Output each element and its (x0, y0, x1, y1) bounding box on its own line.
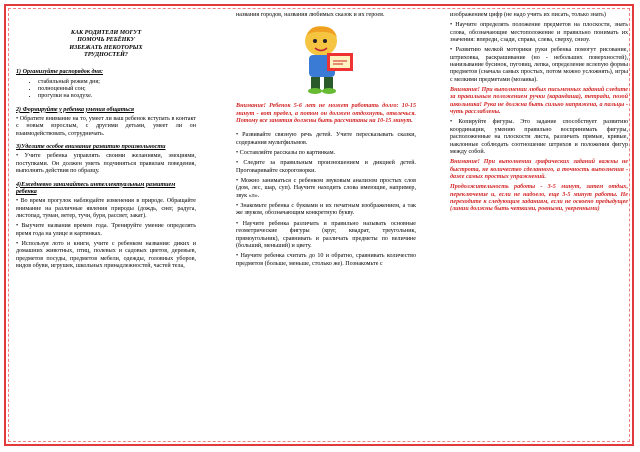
paragraph: • Во время прогулок наблюдайте изменения в природе. Обращайте внимание на различные явления природы (дождь, снег, радуга, листопад, туман, ветер, тучи, буря, рассвет, закат). (16, 198, 196, 219)
list-item: • прогулки на воздухе. (38, 93, 196, 100)
boy-with-book-icon (291, 23, 361, 95)
list-item: • Следите за правильным произношением и дикцией детей. Проговаривайте скороговорки. (236, 160, 416, 174)
list-item: • стабильный режим дня; (38, 79, 196, 86)
paragraph: • Учите ребенка управлять своими желаниями, эмоциями, поступками. Он должен уметь подчиняться правилам поведения, выполнять действия по образцу. (16, 153, 196, 175)
section-heading: 1) Организуйте распорядок дня: (16, 69, 104, 76)
list-item: • Копируйте фигуры. Это задание способствует развитию координации, умению правильно воспринимать фигуры, расположенные на плоскости листа, различать прямые, кривые, наклонные соблюдать соотношение штрихов и положения фигур между собой. (450, 119, 628, 155)
list-item: • полноценный сон; (38, 86, 196, 93)
warning-text: Внимание! Ребенок 5-6 лет не может работать долго: 10-15 минут - вот предел, а потом он должен отдохнуть, отвлечься. Потому все занятия должны быть рассчитаны на 10-15 минут. (236, 103, 416, 125)
column-1 (16, 12, 196, 273)
section-heading: 3)Уделите особое внимание развитию произвольности (16, 144, 166, 151)
list-item: • Составляйте рассказы по картинкам. (236, 150, 336, 157)
list-item: • Можно заниматься с ребенком звуковым анализом простых слов (дом, лес, шар, суп). Научите находить слова имеющие, например, звук «л». (236, 178, 416, 199)
list-item: • Развитию мелкой моторики руки ребенка помогут рисование, штриховка, раскрашивание (но - небольших поверхностей), нанизывание бусинок, пуговиц, лепка, определение вслепую формы предметов (сначала самых простых, потом можно усложнять), игры с мелкими предметами (мозаика). (450, 47, 628, 83)
section-heading: 2) Формируйте у ребенка умения общаться (16, 106, 135, 113)
paragraph: • Используя лото и книги, учите с ребенком названия: диких и домашних животных, птиц, полевых и садовых цветов, деревьев, предметов посуды, предметов мебели, одежды, головных уборов, видов обуви, игрушек, школьных принадлежностей, частей тела, (16, 240, 196, 269)
list-item: • Научите определять положение предметов на плоскости, знать слова, обозначающие местоположение и правильно понимать их значения: впереди, сзади, справа, слева, сверху, снизу. (450, 22, 628, 44)
paragraph: названия городов, названия любимых сказок и их героев. (236, 12, 385, 18)
warning-text: Внимание! При выполнении любых письменных заданий следите за правильным положением ручки (карандаша), тетради, позой школьника! Рука не должна быть сильно напряжена, а пальцы - чуть расслаблены. (450, 87, 628, 116)
list-item: • Научите ребенка считать до 10 и обратно, сравнивать количество предметов (больше, меньше, столько же). Познакомьте с (236, 253, 416, 267)
routine-list (16, 79, 196, 101)
paragraph: • Обратите внимание на то, умеет ли ваш ребенок вступать в контакт с новым взрослым, с другими детьми, умеет ли он взаимодействовать, сотрудничать. (16, 116, 196, 137)
list-item: • Развивайте связную речь детей. Учите пересказывать сказки, содержания мультфильмов. (236, 132, 416, 146)
warning-text: Внимание! При выполнении графических заданий важны не быстрота, не количество сделанного, а точность выполнения - даже самых простых упражнений. (450, 159, 628, 180)
paragraph: • Выучите названия времен года. Тренируйте умение определять время года на улице и картинках. (16, 223, 196, 237)
list-item: • Знакомьте ребенка с буквами и их печатным изображением, а так же звуком, обозначающим конкретную букву. (236, 203, 416, 217)
paragraph: изображением цифр (не надо учить их писать, только знать) (450, 12, 606, 18)
section-heading: 4)Ежедневно занимайтесь интеллектуальным развитием ребенка (16, 181, 176, 195)
list-item: • Научите ребенка различать и правильно называть основные геометрические фигуры (круг, квадрат, треугольник, прямоугольник), сравнивать и различать предметы по величине (больший, меньший) и цвету. (236, 220, 416, 249)
final-note: Продолжительность работы - 3-5 минут, затем отдых, переключение и, если не надоело, еще 3-5 минут работы. Не переходите к следующим заданиям, если не освоено предыдущее (линии должны быть четкими, ровными, уверенными) (450, 184, 628, 213)
page-title: КАК РОДИТЕЛИ МОГУТ ПОМОЧЬ РЕБЁНКУ ИЗБЕЖАТЬ НЕКОТОРЫХ ТРУДНОСТЕЙ? (69, 30, 143, 59)
column-3 (450, 12, 628, 217)
column-2 (236, 12, 416, 271)
